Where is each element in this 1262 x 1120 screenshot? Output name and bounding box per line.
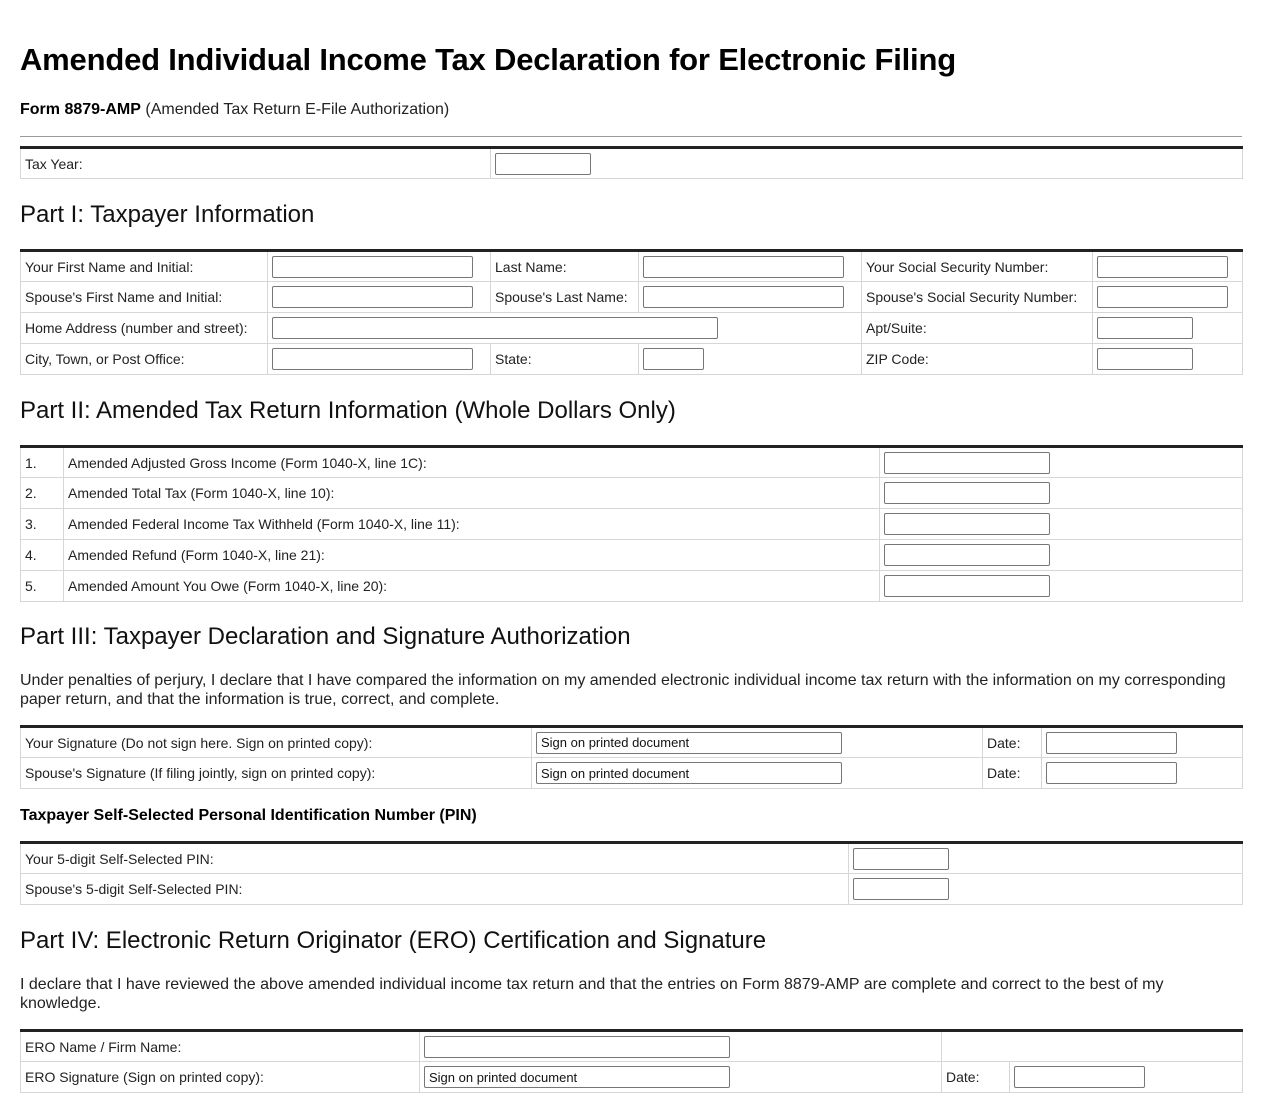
spouse-first-name-input[interactable] (272, 286, 473, 308)
ero-name-input[interactable] (424, 1036, 730, 1058)
pin-row (21, 843, 1243, 874)
first-name-input[interactable] (272, 256, 473, 278)
amount-owed-input[interactable] (884, 575, 1050, 597)
spouse-signature-label: Spouse's Signature (If filing jointly, sign on printed copy): (21, 758, 532, 789)
line-label: Amended Federal Income Tax Withheld (Form 1040-X, line 11): (64, 509, 880, 540)
ero-signature-input[interactable] (424, 1066, 730, 1088)
tax-year-row (21, 148, 1243, 179)
line-number: 5. (21, 571, 64, 602)
ero-signature-label: ERO Signature (Sign on printed copy): (21, 1062, 420, 1093)
line-row (21, 478, 1243, 509)
ero-date-label: Date: (942, 1062, 1010, 1093)
line-label: Amended Adjusted Gross Income (Form 1040-X, line 1C): (64, 447, 880, 478)
taxpayer-info-table (20, 249, 1243, 375)
line-number: 3. (21, 509, 64, 540)
state-label: State: (491, 344, 639, 375)
ssn-label: Your Social Security Number: (862, 251, 1093, 282)
line-label: Amended Amount You Owe (Form 1040-X, line 20): (64, 571, 880, 602)
part2-heading: Part II: Amended Tax Return Information (Whole Dollars Only) (20, 397, 676, 424)
line-row (21, 571, 1243, 602)
pin-label: Your 5-digit Self-Selected PIN: (21, 843, 849, 874)
spouse-name-row (21, 282, 1243, 313)
part3-declaration: Under penalties of perjury, I declare that I have compared the information on my amended electronic individual income tax return with the information on my corresponding paper return, and that the information is true, correct, and complete. (20, 672, 1226, 708)
form-number: Form 8879-AMP (20, 101, 141, 118)
first-name-label: Your First Name and Initial: (21, 251, 268, 282)
signature-date-label: Date: (983, 727, 1042, 758)
pin-input[interactable] (853, 848, 949, 870)
ero-signature-row (21, 1062, 1243, 1093)
spouse-pin-input[interactable] (853, 878, 949, 900)
part4-heading: Part IV: Electronic Return Originator (ERO) Certification and Signature (20, 927, 767, 954)
pin-heading: Taxpayer Self-Selected Personal Identification Number (PIN) (20, 807, 477, 824)
amended-info-table (20, 445, 1243, 602)
city-input[interactable] (272, 348, 473, 370)
ero-name-label: ERO Name / Firm Name: (21, 1031, 420, 1062)
spouse-pin-row (21, 874, 1243, 905)
pin-table (20, 841, 1243, 905)
form-subtitle (20, 100, 449, 120)
form-description: (Amended Tax Return E-File Authorization) (145, 101, 450, 118)
line-label: Amended Refund (Form 1040-X, line 21): (64, 540, 880, 571)
address-row (21, 313, 1243, 344)
refund-input[interactable] (884, 544, 1050, 566)
tax-year-input[interactable] (495, 153, 591, 175)
signature-table (20, 725, 1243, 789)
agi-input[interactable] (884, 452, 1050, 474)
apt-input[interactable] (1097, 317, 1193, 339)
zip-label: ZIP Code: (862, 344, 1093, 375)
line-row (21, 509, 1243, 540)
line-number: 4. (21, 540, 64, 571)
city-label: City, Town, or Post Office: (21, 344, 268, 375)
line-row (21, 447, 1243, 478)
apt-label: Apt/Suite: (862, 313, 1093, 344)
signature-row (21, 727, 1243, 758)
total-tax-input[interactable] (884, 482, 1050, 504)
spouse-last-name-input[interactable] (643, 286, 844, 308)
part3-heading: Part III: Taxpayer Declaration and Signature Authorization (20, 623, 631, 650)
zip-input[interactable] (1097, 348, 1193, 370)
spouse-ssn-input[interactable] (1097, 286, 1228, 308)
ero-date-input[interactable] (1014, 1066, 1145, 1088)
spouse-signature-row (21, 758, 1243, 789)
spouse-first-name-label: Spouse's First Name and Initial: (21, 282, 268, 313)
signature-date-input[interactable] (1046, 732, 1177, 754)
line-number: 1. (21, 447, 64, 478)
city-row (21, 344, 1243, 375)
last-name-input[interactable] (643, 256, 844, 278)
last-name-label: Last Name: (491, 251, 639, 282)
tax-year-label: Tax Year: (21, 148, 491, 179)
name-row (21, 251, 1243, 282)
ero-name-row (21, 1031, 1243, 1062)
spouse-pin-label: Spouse's 5-digit Self-Selected PIN: (21, 874, 849, 905)
signature-label: Your Signature (Do not sign here. Sign on printed copy): (21, 727, 532, 758)
header-divider (20, 136, 1242, 137)
line-row (21, 540, 1243, 571)
spouse-last-name-label: Spouse's Last Name: (491, 282, 639, 313)
spouse-signature-date-input[interactable] (1046, 762, 1177, 784)
part4-declaration: I declare that I have reviewed the above amended individual income tax return and that the entries on Form 8879-AMP are complete and correct to the best of my knowledge. (20, 976, 1164, 1012)
signature-input[interactable] (536, 732, 842, 754)
page-title: Amended Individual Income Tax Declaration for Electronic Filing (20, 42, 956, 77)
tax-year-table (20, 146, 1243, 179)
address-input[interactable] (272, 317, 718, 339)
ssn-input[interactable] (1097, 256, 1228, 278)
ero-table (20, 1029, 1243, 1093)
spouse-ssn-label: Spouse's Social Security Number: (862, 282, 1093, 313)
line-label: Amended Total Tax (Form 1040-X, line 10): (64, 478, 880, 509)
line-number: 2. (21, 478, 64, 509)
part1-heading: Part I: Taxpayer Information (20, 201, 315, 228)
spouse-signature-input[interactable] (536, 762, 842, 784)
state-input[interactable] (643, 348, 704, 370)
spouse-signature-date-label: Date: (983, 758, 1042, 789)
address-label: Home Address (number and street): (21, 313, 268, 344)
withheld-input[interactable] (884, 513, 1050, 535)
